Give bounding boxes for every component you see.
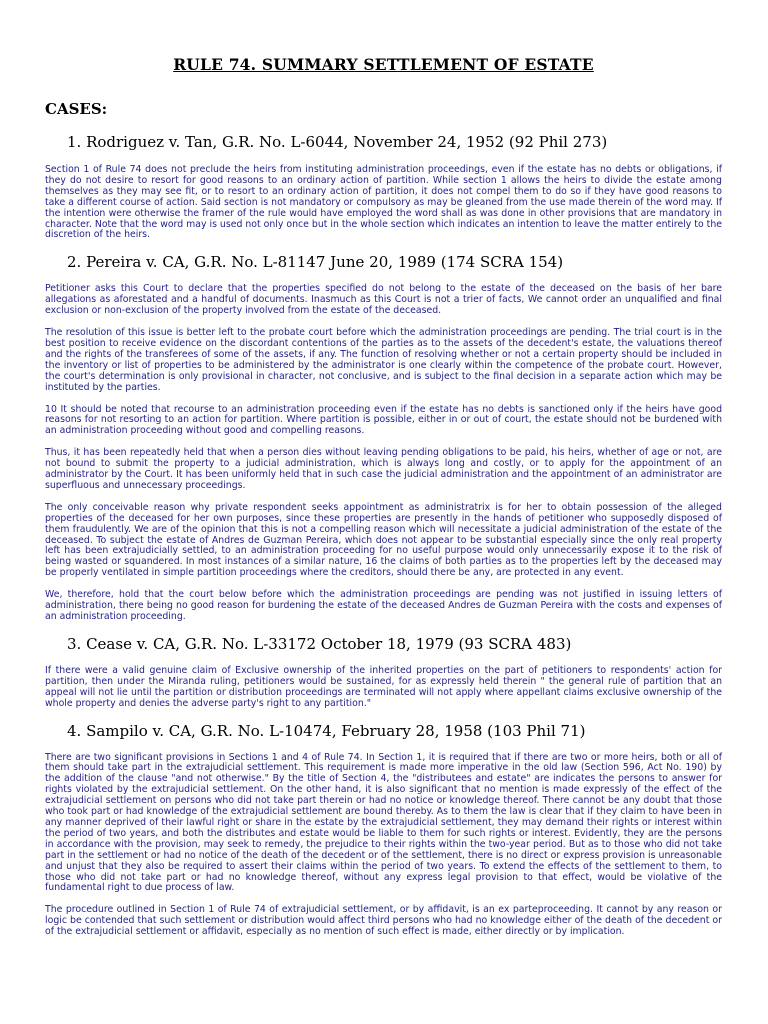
case-2-paragraph-1: Petitioner asks this Court to declare that the properties specified do not belong to the estate of the deceased on the basis of her bare allegations as aforestated and a handful of documents. Inasmuch as this Court is not a trier of facts, We cannot order an unqualified and final exclusion or non-exclusion of the property involved from the estate of the deceased. [45,283,722,317]
case-heading-3: 3. Cease v. CA, G.R. No. L-33172 October 18, 1979 (93 SCRA 483) [67,634,572,653]
case-2-paragraph-3: 10 It should be noted that recourse to an administration proceeding even if the estate has no debts is sanctioned only if the heirs have good reasons for not resorting to an action for partition. Where partition is possible, either in or out of court, the estate should not be burdened with an administration proceeding without good and compelling reasons. [45,403,722,437]
case-2-paragraph-5: The only conceivable reason why private respondent seeks appointment as administratrix is for her to obtain possession of the alleged properties of the deceased for her own purposes, since these properties are presently in the hands of petitioner who supposedly disposed of them fraudulently. We are of the opinion that this is not a compelling reason which will necessitate a judicial administration of the estate of the deceased. To subject the estate of Andres de Guzman Pereira, which does not appear to be substantial especially since the only real property left has been extrajudicially settled, to an administration proceeding for no useful purpose would only unnecessarily expose it to the risk of being wasted or squandered. In most instances of a similar nature, 16 the claims of both parties as to the properties left by the deceased may be properly ventilated in simple partition proceedings where the creditors, should there be any, are protected in any event. [45,501,722,579]
case-4-paragraph-1: There are two significant provisions in Sections 1 and 4 of Rule 74. In Section 1, it is required that if there are two or more heirs, both or all of them should take part in the extrajudicial settlement. This requirement is made more imperative in the old law (Section 596, Act No. 190) by the addition of the clause "and not otherwise." By the title of Section 4, the "distributees and estate" are indicates the persons to answer for rights violated by the extrajudicial settlement. On the other hand, it is also significant that no mention is made expressly of the effect of the extrajudicial settlement on persons who did not take part therein or had no notice or knowledge thereof. There cannot be any doubt that those who took part or had knowledge of the extrajudicial settlement are bound thereby. As to them the law is clear that if they claim to have been in any manner deprived of their lawful right or share in the estate by the extrajudicial settlement, they may demand their rights or interest within the period of two years, and both the distributes and estate would be liable to them for such rights or interest. Evidently, they are the persons in accordance with the provision, may seek to remedy, the prejudice to their rights within the two-year period. But as to those who did not take part in the settlement or had no notice of the death of the decedent or of the settlement, there is no direct or express provision is unreasonable and unjust that they also be required to assert their claims within the period of two years. To extend the effects of the settlement to them, to those who did not take part or had no knowledge thereof, without any express legal provision to that effect, would be violative of the fundamental right to due process of law. [45,751,722,894]
cases-label: CASES: [45,100,108,118]
document-title: RULE 74. SUMMARY SETTLEMENT OF ESTATE [173,55,594,74]
case-heading-2: 2. Pereira v. CA, G.R. No. L-81147 June 20, 1989 (174 SCRA 154) [67,253,564,272]
case-heading-4: 4. Sampilo v. CA, G.R. No. L-10474, February 28, 1958 (103 Phil 71) [67,721,586,740]
case-2-paragraph-2: The resolution of this issue is better left to the probate court before which the administration proceedings are pending. The trial court is in the best position to receive evidence on the discordant contentions of the parties as to the assets of the decedent's estate, the valuations thereof and the rights of the transferees of some of the assets, if any. The function of resolving whether or not a certain property should be included in the inventory or list of properties to be administered by the administrator is one clearly within the competence of the probate court. However, the court's determination is only provisional in character, not conclusive, and is subject to the final decision in a separate action which may be instituted by the parties. [45,327,722,393]
case-4-paragraph-2: The procedure outlined in Section 1 of Rule 74 of extrajudicial settlement, or by affidavit, is an ex parteproceeding. It cannot by any reason or logic be contended that such settlement or distribution would affect third persons who had no knowledge either of the death of the decedent or of the extrajudicial settlement or affidavit, especially as no mention of such effect is made, either directly or by implication. [45,904,722,938]
case-2-paragraph-6: We, therefore, hold that the court below before which the administration proceedings are pending was not justified in issuing letters of administration, there being no good reason for burdening the estate of the deceased Andres de Guzman Pereira with the costs and expenses of an administration proceeding. [45,589,722,622]
case-heading-1: 1. Rodriguez v. Tan, G.R. No. L-6044, November 24, 1952 (92 Phil 273) [67,133,608,151]
case-2-paragraph-4: Thus, it has been repeatedly held that when a person dies without leaving pending obligations to be paid, his heirs, whether of age or not, are not bound to submit the property to a judicial administration, which is always long and costly, or to apply for the appointment of an administrator by the Court. It has been uniformly held that in such case the judicial administration and the appointment of an administrator are superfluous and unnecessary proceedings. [45,447,722,491]
case-1-paragraph-1: Section 1 of Rule 74 does not preclude the heirs from instituting administration proceedings, even if the estate has no debts or obligations, if they do not desire to resort for good reasons to an ordinary action of partition. While section 1 allows the heirs to divide the estate among themselves as they may see fit, or to resort to an ordinary action of partition, it does not compel them to do so if they have good reasons to take a different course of action. Said section is not mandatory or compulsory as may be gleaned from the use made therein of the word may. If the intention were otherwise the framer of the rule would have employed the word shall as was done in other provisions that are mandatory in character. Note that the word may is used not only once but in the whole section which indicates an intention to leave the matter entirely to the discretion of the heirs. [45,164,722,241]
case-3-paragraph-1: If there were a valid genuine claim of Exclusive ownership of the inherited properties on the part of petitioners to respondents' action for partition, then under the Miranda ruling, petitioners would be sustained, for as expressly held therein " the general rule of partition that an appeal will not lie until the partition or distribution proceedings are terminated will not apply where appellant claims exclusive ownership of the whole property and denies the adverse party's right to any partition." [45,664,722,709]
